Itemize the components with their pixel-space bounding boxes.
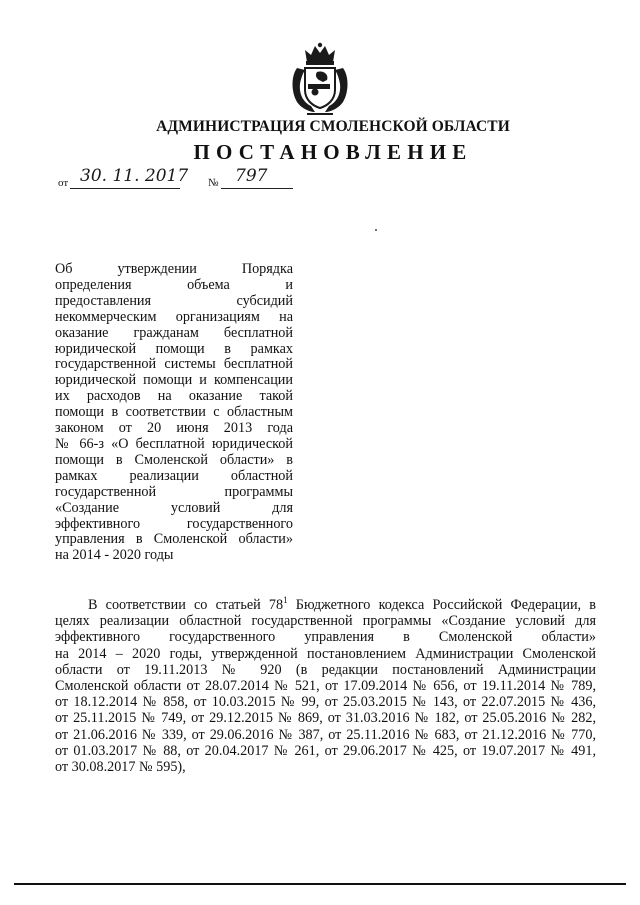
subject-line: помощи в Смоленской области» в xyxy=(55,451,293,468)
subject-line: «Создание условий для xyxy=(55,499,293,516)
body-line: от 25.11.2015 № 749, от 29.12.2015 № 869, от 31.03.2016 № 182, от 25.05.2016 № 282, xyxy=(55,710,596,727)
body-line: от 18.12.2014 № 858, от 10.03.2015 № 99, от 25.03.2015 № 143, от 22.07.2015 № 436, xyxy=(55,694,596,711)
body-line: от 21.06.2016 № 339, от 29.06.2016 № 387, от 25.11.2016 № 683, от 21.12.2016 № 770, xyxy=(55,726,596,743)
subject-line: законом от 20 июня 2013 года xyxy=(55,420,293,437)
document-type-title: ПОСТАНОВЛЕНИЕ xyxy=(193,140,473,164)
article-superscript: 1 xyxy=(283,595,288,605)
number-handwritten: 797 xyxy=(235,166,268,186)
date-label: от xyxy=(58,177,69,189)
body-line: эффективного государственного управления в Смоленской области» xyxy=(55,629,596,646)
subject-line: помощи в соответствии с областным xyxy=(55,404,293,421)
date-underline xyxy=(70,188,180,189)
body-line: на 2014 – 2020 годы, утвержденной постановлением Администрации Смоленской xyxy=(55,645,596,662)
body-line: Смоленской области от 28.07.2014 № 521, от 17.09.2014 № 656, от 19.11.2014 № 789, xyxy=(55,678,596,695)
subject-line: их расходов на оказание такой xyxy=(55,388,293,405)
subject-line: на 2014 - 2020 годы xyxy=(55,547,174,564)
subject-line: Об утверждении Порядка xyxy=(55,261,293,277)
subject-line: государственной программы xyxy=(55,483,293,500)
subject-line: оказание гражданам бесплатной xyxy=(55,324,293,341)
coat-of-arms-emblem xyxy=(289,40,351,116)
body-line: от 30.08.2017 № 595), xyxy=(55,759,186,776)
subject-line: управления в Смоленской области» xyxy=(55,531,293,548)
subject-line: предоставления субсидий xyxy=(55,292,293,309)
body-line: от 01.03.2017 № 88, от 20.04.2017 № 261, от 29.06.2017 № 425, от 19.07.2017 № 491, xyxy=(55,742,596,759)
number-underline xyxy=(221,188,293,189)
page-bottom-rule xyxy=(14,883,626,885)
document-subject xyxy=(55,262,293,564)
body-line xyxy=(55,597,596,613)
date-handwritten: 30. 11. 2017 xyxy=(80,166,189,186)
stray-mark xyxy=(375,229,377,231)
body-line: целях реализации областной государственной программы «Создание условий для xyxy=(55,613,596,630)
subject-line: юридической помощи и компенсации xyxy=(55,372,293,389)
subject-line: № 66-з «О бесплатной юридической xyxy=(55,435,293,452)
subject-line: эффективного государственного xyxy=(55,515,293,532)
organization-name: АДМИНИСТРАЦИЯ СМОЛЕНСКОЙ ОБЛАСТИ xyxy=(156,118,510,135)
subject-line: юридической помощи в рамках xyxy=(55,340,293,357)
number-label: № xyxy=(208,177,219,189)
subject-line: рамках реализации областной xyxy=(55,467,293,484)
body-line-end: Бюджетного кодекса Российской Федерации, в xyxy=(287,597,596,613)
body-line-start: В соответствии со статьей 78 xyxy=(88,597,284,613)
subject-line: определения объема и xyxy=(55,276,293,293)
subject-line: государственной системы бесплатной xyxy=(55,356,293,373)
body-line: области от 19.11.2013 № 920 (в редакции постановлений Администрации xyxy=(55,661,596,678)
document-body xyxy=(55,597,596,775)
subject-line: некоммерческим организациям на xyxy=(55,308,293,325)
